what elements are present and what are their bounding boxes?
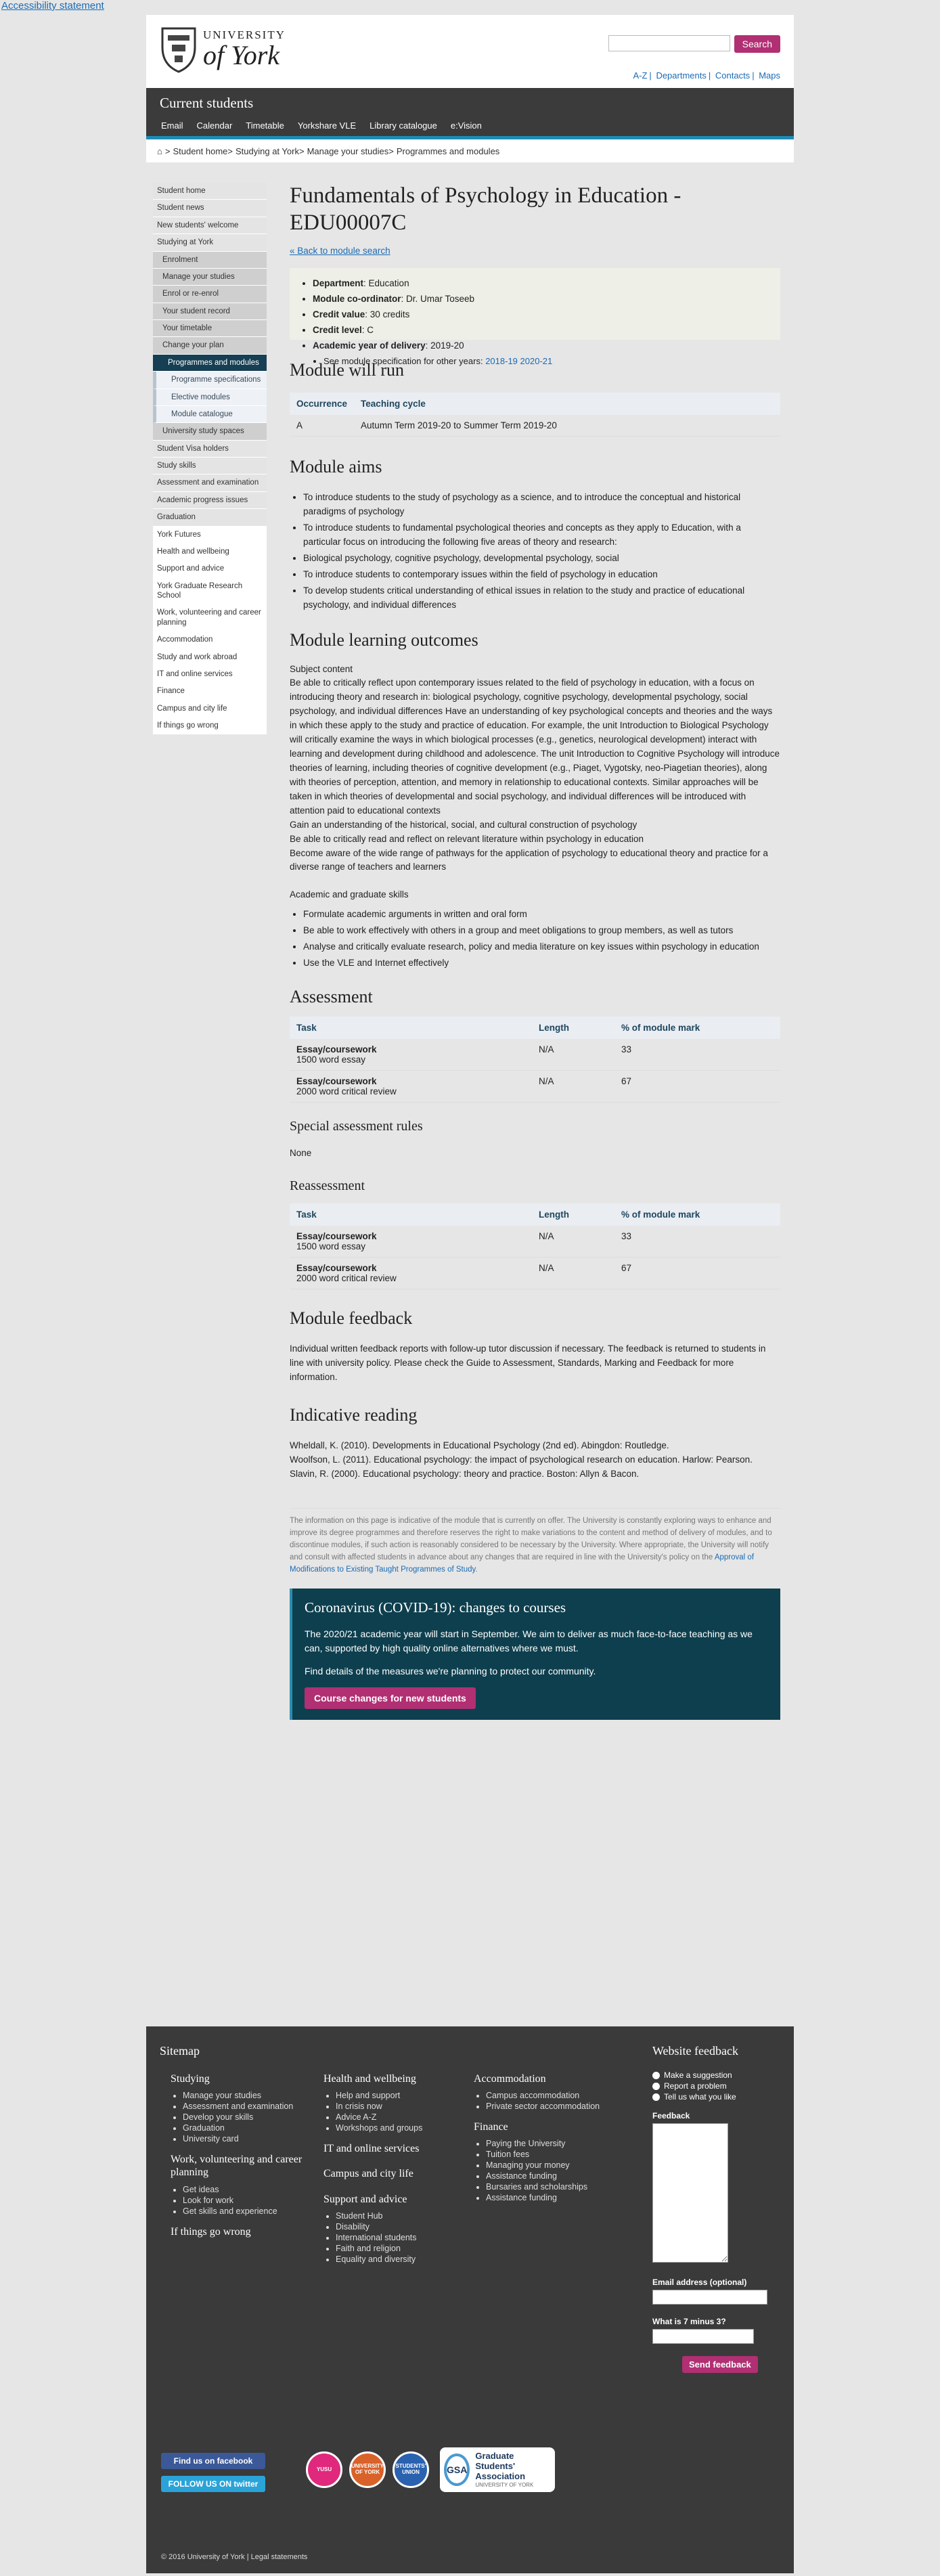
reassessment-table — [290, 1203, 780, 1289]
col-header: Task — [290, 1017, 532, 1039]
table-row — [290, 1226, 780, 1258]
captcha-label: What is 7 minus 3? — [652, 2317, 726, 2326]
sidebar-item[interactable]: Enrol or re-enrol — [153, 286, 267, 303]
feedback-text: Individual written feedback reports with follow-up tutor discussion if necessary. The feedback is returned to students in line with university policy. Please check the Guide to Assessment, Standards, Marking and Feedback for more information. — [290, 1343, 766, 1382]
footer-link[interactable]: • Private sector accommodation — [486, 2102, 609, 2111]
union-logo[interactable]: UNIVERSITY OF YORK — [349, 2451, 386, 2488]
feedback-textarea[interactable] — [652, 2123, 728, 2263]
nav-calendar[interactable]: Calendar — [196, 120, 233, 131]
col-header: Length — [532, 1203, 614, 1226]
credit-value: 30 credits — [370, 309, 410, 320]
footer-group-heading[interactable]: Studying — [171, 2073, 210, 2085]
footer-group-heading[interactable]: If things go wrong — [171, 2225, 251, 2238]
col-header: Task — [290, 1203, 532, 1226]
contacts-link[interactable]: Contacts — [715, 70, 751, 81]
website-feedback-form — [652, 2044, 784, 2373]
task-name: Essay/coursework — [296, 1230, 377, 1241]
page-title: Fundamentals of Psychology in Education - EDU00007C — [290, 183, 681, 235]
task-name: Essay/coursework — [296, 1044, 377, 1054]
search-button[interactable]: Search — [734, 35, 780, 53]
footer-column — [171, 2072, 306, 2250]
search-input[interactable] — [608, 35, 730, 51]
accessibility-statement-link[interactable]: Accessibility statement — [1, 0, 104, 12]
subject-content-label: Subject content — [290, 663, 353, 674]
footer-link[interactable]: • Equality and diversity — [336, 2255, 459, 2264]
reassessment-heading: Reassessment — [290, 1178, 365, 1193]
university-logo[interactable] — [160, 24, 286, 73]
sidebar-item[interactable]: Manage your studies — [153, 269, 267, 286]
col-header: % of module mark — [614, 1203, 780, 1226]
sidebar-item[interactable]: Enrolment — [153, 252, 267, 269]
breadcrumb-item[interactable]: Manage your studies — [307, 146, 389, 156]
sidebar-item[interactable]: Programmes and modules — [153, 355, 267, 372]
footer-link[interactable]: • Tuition fees — [486, 2150, 609, 2159]
task-name: Essay/coursework — [296, 1076, 377, 1086]
table-row — [290, 1071, 780, 1103]
modifications-policy-link[interactable]: Approval of Modifications to Existing Taught Programmes of Study — [290, 1553, 755, 1574]
gsa-sub: UNIVERSITY OF YORK — [475, 2481, 534, 2488]
radio-like[interactable] — [652, 2092, 784, 2102]
disclaimer-body: The information on this page is indicative of the module that is currently on offer. The University is constantly exploring ways to enhance and improve its degree programmes and therefore reserves the right to make variations to the content and method of delivery of modules, and to discontinue modules, if such action is reasonably considered to be necessary by the University. Where appropriate, the University will notify and consult with affected students in advance about any changes that are required in line with the University's policy on the — [290, 1517, 772, 1561]
task-desc: 1500 word essay — [296, 1241, 366, 1251]
sidebar-item[interactable]: Study skills — [153, 458, 267, 474]
footer-column — [323, 2072, 459, 2273]
main-content — [290, 183, 780, 1720]
nav-evision[interactable]: e:Vision — [450, 120, 482, 131]
union-logo[interactable]: STUDENTS' UNION — [393, 2451, 429, 2488]
col-header: Length — [532, 1017, 614, 1039]
department-value: Education — [368, 278, 409, 289]
sidebar-item[interactable]: Accommodation — [153, 631, 267, 648]
radio-label: Make a suggestion — [664, 2070, 732, 2080]
nav-vle[interactable]: Yorkshare VLE — [297, 120, 357, 131]
table-row — [290, 415, 780, 437]
radio-suggestion[interactable] — [652, 2070, 784, 2080]
mark-cell: 67 — [614, 1071, 780, 1103]
search-form — [608, 35, 780, 53]
sidebar-item[interactable]: IT and online services — [153, 666, 267, 683]
radio-problem[interactable] — [652, 2081, 784, 2091]
length-cell: N/A — [532, 1257, 614, 1289]
footer-group-heading[interactable]: IT and online services — [323, 2143, 420, 2155]
sidebar-item[interactable]: Graduation — [153, 509, 267, 526]
year-value: 2019-20 — [430, 340, 464, 351]
footer-group-heading[interactable]: Support and advice — [323, 2193, 407, 2205]
footer-link[interactable]: • Graduation — [183, 2123, 306, 2133]
sidebar-item[interactable]: Assessment and examination — [153, 474, 267, 491]
sidebar-item[interactable]: New students' welcome — [153, 217, 267, 234]
copyright: © 2016 University of York | Legal statements — [161, 2553, 308, 2561]
gsa-mark: GSA — [444, 2453, 470, 2486]
footer-group-heading[interactable]: Work, volunteering and career planning — [171, 2154, 303, 2179]
breadcrumb-item[interactable]: Student home — [173, 146, 228, 156]
footer-link[interactable]: • Disability — [336, 2222, 459, 2231]
breadcrumb-current: Programmes and modules — [396, 146, 500, 156]
home-icon[interactable]: ⌂ — [157, 146, 162, 156]
mark-cell: 33 — [614, 1226, 780, 1258]
sidebar-item[interactable]: Student Visa holders — [153, 441, 267, 458]
footer-column — [474, 2072, 609, 2212]
credit-level: C — [367, 325, 374, 335]
module-info-box: • Department: Education • Module co-ordinator: Dr. Umar Toseeb • Credit value: 30 credits • Credit level: C • Academic year of delivery: 2019-20 • See module specification for other years: 2018-19 2020-21 — [290, 268, 780, 340]
teaching-cycle-cell: Autumn Term 2019-20 to Summer Term 2019-20 — [354, 415, 780, 437]
skills-list — [303, 908, 780, 971]
covid-details-text: Find details of the measures we're planning to protect our community. — [305, 1665, 596, 1676]
outcome-paragraph: Be able to critically read and reflect on relevant literature within psychology in education — [290, 833, 644, 844]
aims-list — [303, 491, 780, 612]
coordinator-value: Dr. Umar Toseeb — [406, 294, 475, 305]
sidebar-item[interactable]: Support and advice — [153, 560, 267, 577]
department-label: Department — [313, 278, 364, 289]
special-rules-heading: Special assessment rules — [290, 1119, 423, 1134]
run-heading: Module will run — [290, 360, 404, 380]
list-item: • Analyse and critically evaluate research, policy and media literature on key issues within psychology in education — [303, 940, 780, 954]
outcome-paragraph: Be able to critically reflect upon contemporary issues related to the field of psychology in education, with a focus on introducing theory and research in: biological psychology, cognitive psychology, developmental psychology, social psychology, and individual differences Have an understanding of key psychological concepts and theories and the ways in which these apply to the study and practice of education. For example, the unit Introduction to Biological Psychology will critically examine the ways in which biological processes (e.g., genetics, neurological development) interact with learning and development during childhood and adolescence. The unit Introduction to Cognitive Psychology will introduce theories of learning, including theories of cognitive development (e.g., Piaget, Vygotsky, neo-Piagetian theories), along with theories of perception, attention, and memory in relationship to educational contexts. Similar approaches will be taken in which theories of developmental and social psychology, and individual differences will be introduced with attention paid to educational contexts — [290, 678, 780, 816]
section-title[interactable]: Current students — [160, 95, 254, 111]
feedback-form-title: Website feedback — [652, 2044, 738, 2058]
sidebar-item[interactable]: Change your plan — [153, 337, 267, 354]
col-header: Teaching cycle — [354, 393, 780, 415]
length-cell: N/A — [532, 1071, 614, 1103]
footer-link[interactable]: • Manage your studies — [183, 2091, 306, 2100]
covid-title: Coronavirus (COVID-19): changes to courses — [305, 1599, 566, 1616]
footer-link-list — [486, 2139, 609, 2202]
nav-email[interactable]: Email — [161, 120, 183, 131]
occurrence-cell: A — [290, 415, 354, 437]
sidebar-item[interactable]: Your timetable — [153, 320, 267, 337]
sidebar-item[interactable]: Work, volunteering and career planning — [153, 604, 267, 631]
footer-link[interactable]: • Student Hub — [336, 2211, 459, 2221]
gsa-name: Graduate Students' Association — [475, 2451, 526, 2481]
col-header: % of module mark — [614, 1017, 780, 1039]
sidebar-item[interactable]: Student news — [153, 200, 267, 217]
back-to-search-link[interactable]: « Back to module search — [290, 246, 390, 257]
footer-link[interactable]: • Assessment and examination — [183, 2102, 306, 2111]
task-cell — [290, 1039, 532, 1071]
footer-link[interactable]: • Get ideas — [183, 2185, 306, 2194]
sidebar-item[interactable]: Your student record — [153, 303, 267, 320]
footer-group-heading[interactable]: Campus and city life — [323, 2168, 413, 2180]
reading-item: Woolfson, L. (2011). Educational psychology: the impact of psychological research on education. Harlow: Pearson. — [290, 1454, 753, 1465]
list-item: • Use the VLE and Internet effectively — [303, 956, 780, 971]
footer-link[interactable]: • In crisis now — [336, 2102, 459, 2111]
reading-item: Slavin, R. (2000). Educational psychology: theory and practice. Boston: Allyn & Bacon. — [290, 1468, 640, 1479]
nav-timetable[interactable]: Timetable — [246, 120, 284, 131]
footer-link[interactable]: • Develop your skills — [183, 2112, 306, 2122]
footer-link[interactable]: • Campus accommodation — [486, 2091, 609, 2100]
task-desc: 1500 word essay — [296, 1054, 366, 1065]
radio-label: Tell us what you like — [664, 2092, 736, 2102]
sidebar-item[interactable]: York Futures — [153, 527, 267, 543]
sidebar-item[interactable]: York Graduate Research School — [153, 578, 267, 605]
feedback-label: Feedback — [652, 2111, 690, 2120]
site-footer — [146, 2026, 794, 2573]
feedback-heading: Module feedback — [290, 1308, 413, 1328]
az-link[interactable]: A-Z — [633, 70, 648, 81]
disclaimer-text: The information on this page is indicative of the module that is currently on offer. The University is constantly exploring ways to enhance and improve its degree programmes and therefore reserves the right to make variations to the content and method of delivery of modules, and to discontinue modules, if such action is reasonably considered to be necessary by the University. Where appropriate, the University will notify and consult with affected students in advance about any changes that are required in line with the University's policy on the Approval of Modifications to Existing Taught Programmes of Study. — [290, 1508, 780, 1576]
footer-link[interactable]: • Look for work — [183, 2196, 306, 2205]
sidebar-item[interactable]: Academic progress issues — [153, 492, 267, 509]
table-row — [290, 1039, 780, 1071]
outcomes-paragraphs — [290, 676, 780, 874]
social-button[interactable]: FOLLOW US ON twitter — [161, 2476, 265, 2492]
captcha-field[interactable] — [652, 2329, 754, 2344]
footer-link[interactable]: • Faith and religion — [336, 2244, 459, 2253]
assessment-heading: Assessment — [290, 987, 373, 1006]
task-name: Essay/coursework — [296, 1262, 377, 1273]
task-desc: 2000 word critical review — [296, 1086, 397, 1096]
departments-link[interactable]: Departments — [656, 70, 707, 81]
list-item: • Be able to work effectively with others in a group and meet obligations to group members, as well as tutors — [303, 924, 780, 938]
site-header — [146, 15, 794, 88]
send-feedback-button[interactable]: Send feedback — [682, 2356, 758, 2373]
page-container — [146, 15, 794, 1704]
year-label: Academic year of delivery — [313, 340, 426, 351]
top-links: A-Z | Departments | Contacts | Maps — [633, 70, 780, 81]
nav-library[interactable]: Library catalogue — [370, 120, 437, 131]
footer-link-list — [486, 2091, 609, 2111]
list-item: • Formulate academic arguments in written and oral form — [303, 908, 780, 922]
email-label: Email address (optional) — [652, 2278, 747, 2287]
footer-link[interactable]: • Bursaries and scholarships — [486, 2182, 609, 2192]
footer-group-heading[interactable]: Health and wellbeing — [323, 2073, 416, 2085]
section-band — [146, 88, 794, 139]
footer-group-heading[interactable]: Finance — [474, 2121, 508, 2133]
union-logo[interactable]: YUSU — [306, 2451, 342, 2488]
aims-heading: Module aims — [290, 457, 382, 477]
course-changes-button[interactable]: Course changes for new students — [305, 1687, 476, 1709]
copyright-text: © 2016 University of York — [161, 2553, 245, 2561]
table-row — [290, 1257, 780, 1289]
length-cell: N/A — [532, 1226, 614, 1258]
breadcrumb: ⌂ > Student home > Studying at York > Manage your studies > Programmes and modules — [157, 146, 500, 156]
covid-notice — [290, 1589, 780, 1720]
footer-link[interactable]: • Advice A-Z — [336, 2112, 459, 2122]
sidebar-item[interactable]: If things go wrong — [153, 717, 267, 734]
mark-cell: 33 — [614, 1039, 780, 1071]
sidebar-item[interactable]: Programme specifications — [153, 372, 267, 388]
reading-list — [290, 1439, 780, 1482]
legal-link[interactable]: Legal statements — [250, 2553, 308, 2561]
list-item: • To develop students critical understanding of ethical issues in relation to the study and practice of educational psychology, and individual differences — [303, 584, 780, 613]
sidebar-item[interactable]: Student home — [153, 183, 267, 200]
credit-value-label: Credit value — [313, 309, 365, 320]
year-link[interactable]: 2020-21 — [520, 355, 553, 366]
list-item: • To introduce students to contemporary issues within the field of psychology in education — [303, 568, 780, 582]
credit-level-label: Credit level — [313, 325, 362, 335]
assessment-table — [290, 1017, 780, 1103]
list-item: • Biological psychology, cognitive psychology, developmental psychology, social — [303, 552, 780, 566]
footer-link[interactable]: • International students — [336, 2233, 459, 2242]
logo-university-text: UNIVERSITY — [203, 28, 286, 41]
footer-link[interactable]: • Assistance funding — [486, 2193, 609, 2202]
quick-nav — [161, 120, 495, 131]
list-item: • To introduce students to fundamental psychological theories and concepts as they apply to Education, with a particular focus on introducing the following five areas of theory and research: — [303, 521, 780, 550]
sidebar-item[interactable]: Module catalogue — [153, 406, 267, 423]
gsa-logo[interactable] — [440, 2447, 555, 2492]
radio-icon[interactable] — [652, 2093, 660, 2101]
sidebar-item[interactable]: Elective modules — [153, 389, 267, 406]
footer-link[interactable]: • Paying the University — [486, 2139, 609, 2148]
partner-logos — [306, 2447, 555, 2492]
breadcrumb-item[interactable]: Studying at York — [236, 146, 299, 156]
radio-label: Report a problem — [664, 2081, 727, 2091]
outcome-paragraph: Gain an understanding of the historical, social, and cultural construction of psychology — [290, 819, 637, 830]
sidebar-item[interactable]: Studying at York — [153, 234, 267, 251]
footer-link[interactable]: • Workshops and groups — [336, 2123, 459, 2133]
footer-link[interactable]: • University card — [183, 2134, 306, 2144]
skills-label: Academic and graduate skills — [290, 889, 409, 900]
run-table — [290, 393, 780, 437]
reading-item: Wheldall, K. (2010). Developments in Educational Psychology (2nd ed). Abingdon: Routledge. — [290, 1440, 669, 1450]
footer-link-list — [336, 2211, 459, 2264]
sidebar-item[interactable]: Health and wellbeing — [153, 543, 267, 560]
sidebar-item[interactable]: University study spaces — [153, 423, 267, 440]
sitemap-heading: Sitemap — [160, 2044, 200, 2058]
york-crest-icon — [160, 24, 198, 73]
task-cell — [290, 1257, 532, 1289]
mark-cell: 67 — [614, 1257, 780, 1289]
other-years-text: See module specification for other years: — [323, 355, 483, 366]
email-field[interactable] — [652, 2290, 767, 2305]
social-links — [161, 2453, 265, 2499]
footer-link[interactable]: • Managing your money — [486, 2160, 609, 2170]
task-desc: 2000 word critical review — [296, 1272, 397, 1283]
task-cell — [290, 1071, 532, 1103]
year-link[interactable]: 2018-19 — [485, 355, 518, 366]
list-item: • To introduce students to the study of psychology as a science, and to introduce the conceptual and historical paradigms of psychology — [303, 491, 780, 519]
length-cell: N/A — [532, 1039, 614, 1071]
coordinator-label: Module co-ordinator — [313, 294, 401, 305]
outcome-paragraph: Become aware of the wide range of pathways for the application of psychology to educational theory and practice for a diverse range of teachers and learners — [290, 847, 768, 872]
footer-link-list — [183, 2185, 306, 2216]
col-header: Occurrence — [290, 393, 354, 415]
reading-heading: Indicative reading — [290, 1404, 418, 1425]
social-button[interactable]: Find us on facebook — [161, 2453, 265, 2469]
footer-link-list — [183, 2091, 306, 2144]
sidebar-item[interactable]: Finance — [153, 683, 267, 700]
radio-icon[interactable] — [652, 2083, 660, 2090]
task-cell — [290, 1226, 532, 1258]
special-rules-text: None — [290, 1148, 312, 1158]
footer-group-heading[interactable]: Accommodation — [474, 2073, 546, 2085]
sidebar-item[interactable]: Campus and city life — [153, 701, 267, 717]
footer-link[interactable]: • Get skills and experience — [183, 2206, 306, 2216]
sidebar-nav — [153, 183, 267, 734]
maps-link[interactable]: Maps — [759, 70, 780, 81]
covid-text: The 2020/21 academic year will start in September. We aim to deliver as much face-to-face teaching as we can, supported by high quality online alternatives where we must. — [305, 1628, 753, 1654]
sidebar-item[interactable]: Study and work abroad — [153, 649, 267, 666]
logo-york-text: of York — [203, 39, 280, 70]
outcomes-heading: Module learning outcomes — [290, 629, 478, 650]
footer-link[interactable]: • Help and support — [336, 2091, 459, 2100]
footer-link[interactable]: • Assistance funding — [486, 2171, 609, 2181]
footer-link-list — [336, 2091, 459, 2133]
radio-icon[interactable] — [652, 2072, 660, 2079]
